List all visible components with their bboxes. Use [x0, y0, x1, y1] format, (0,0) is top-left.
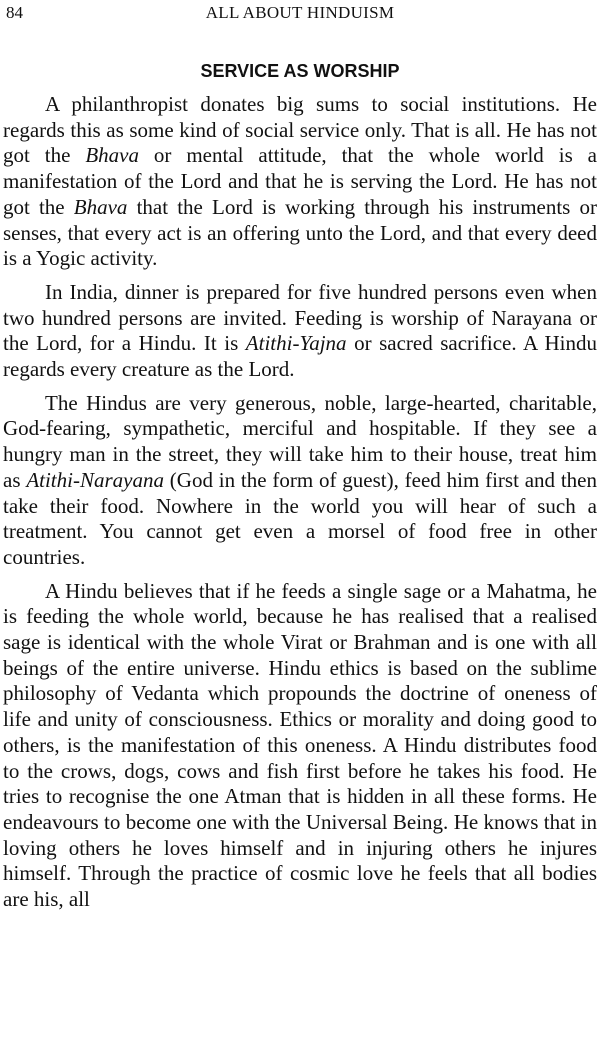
text-run: (God in the form of guest), feed him first and then take their food. Nowhere in the world you will hear of such a treatment. You cannot get even a morsel of food free in other countries. [3, 467, 598, 569]
paragraph [3, 280, 597, 383]
text-run: or mental attitude, that the whole world is a manifestation of the Lord and that he is serving the Lord. He has not got the [3, 143, 597, 219]
paragraph [3, 391, 597, 571]
italic-term: Bhava [85, 143, 139, 168]
running-header [4, 0, 596, 26]
body-text [3, 92, 597, 921]
page-number: 84 [6, 3, 23, 22]
text-run: In India, dinner is prepared for five hundred persons even when two hundred persons are invited. Feeding is worship of Narayana or the Lord, for a Hindu. It is [3, 279, 597, 356]
section-heading: SERVICE AS WORSHIP [200, 61, 400, 81]
italic-term: Atithi-Yajna [245, 331, 347, 356]
text-run: A philanthropist donates big sums to social institutions. He regards this as some kind of social service only. That is all. He has not got the [3, 92, 597, 168]
italic-term: Atithi-Narayana [26, 467, 164, 492]
text-run: or sacred sacrifice. A Hindu regards every creature as the Lord. [3, 331, 597, 382]
text-run: A Hindu believes that if he feeds a single sage or a Mahatma, he is feeding the whole world, because he has realised that a realised sage is identical with the whole Virat or Brahman and is one with all beings of the entire universe. Hindu ethics is based on the sublime philosophy of Vedanta which propounds the doctrine of oneness of life and unity of consciousness. Ethics or morality and doing good to others, is the manifestation of this oneness. A Hindu distributes food to the crows, dogs, cows and fish first before he takes his food. He tries to recognise the one Atman that is hidden in all these forms. He endeavours to become one with the Universal Being. He knows that in loving others he loves himself and in injuring others he injures himself. Through the practice of cosmic love he feels that all bodies are his, all [3, 578, 597, 912]
paragraph [3, 92, 597, 272]
text-run: The Hindus are very generous, noble, large-hearted, charitable, God-fearing, sympathetic, merciful and hospitable. If they see a hungry man in the street, they will take him to their house, treat him as [3, 390, 597, 492]
text-run: that the Lord is working through his instruments or senses, that every act is an offering unto the Lord, and that every deed is a Yogic activity. [3, 194, 597, 271]
italic-term: Bhava [73, 194, 128, 219]
paragraph [3, 579, 597, 913]
book-title: ALL ABOUT HINDUISM [205, 3, 395, 22]
